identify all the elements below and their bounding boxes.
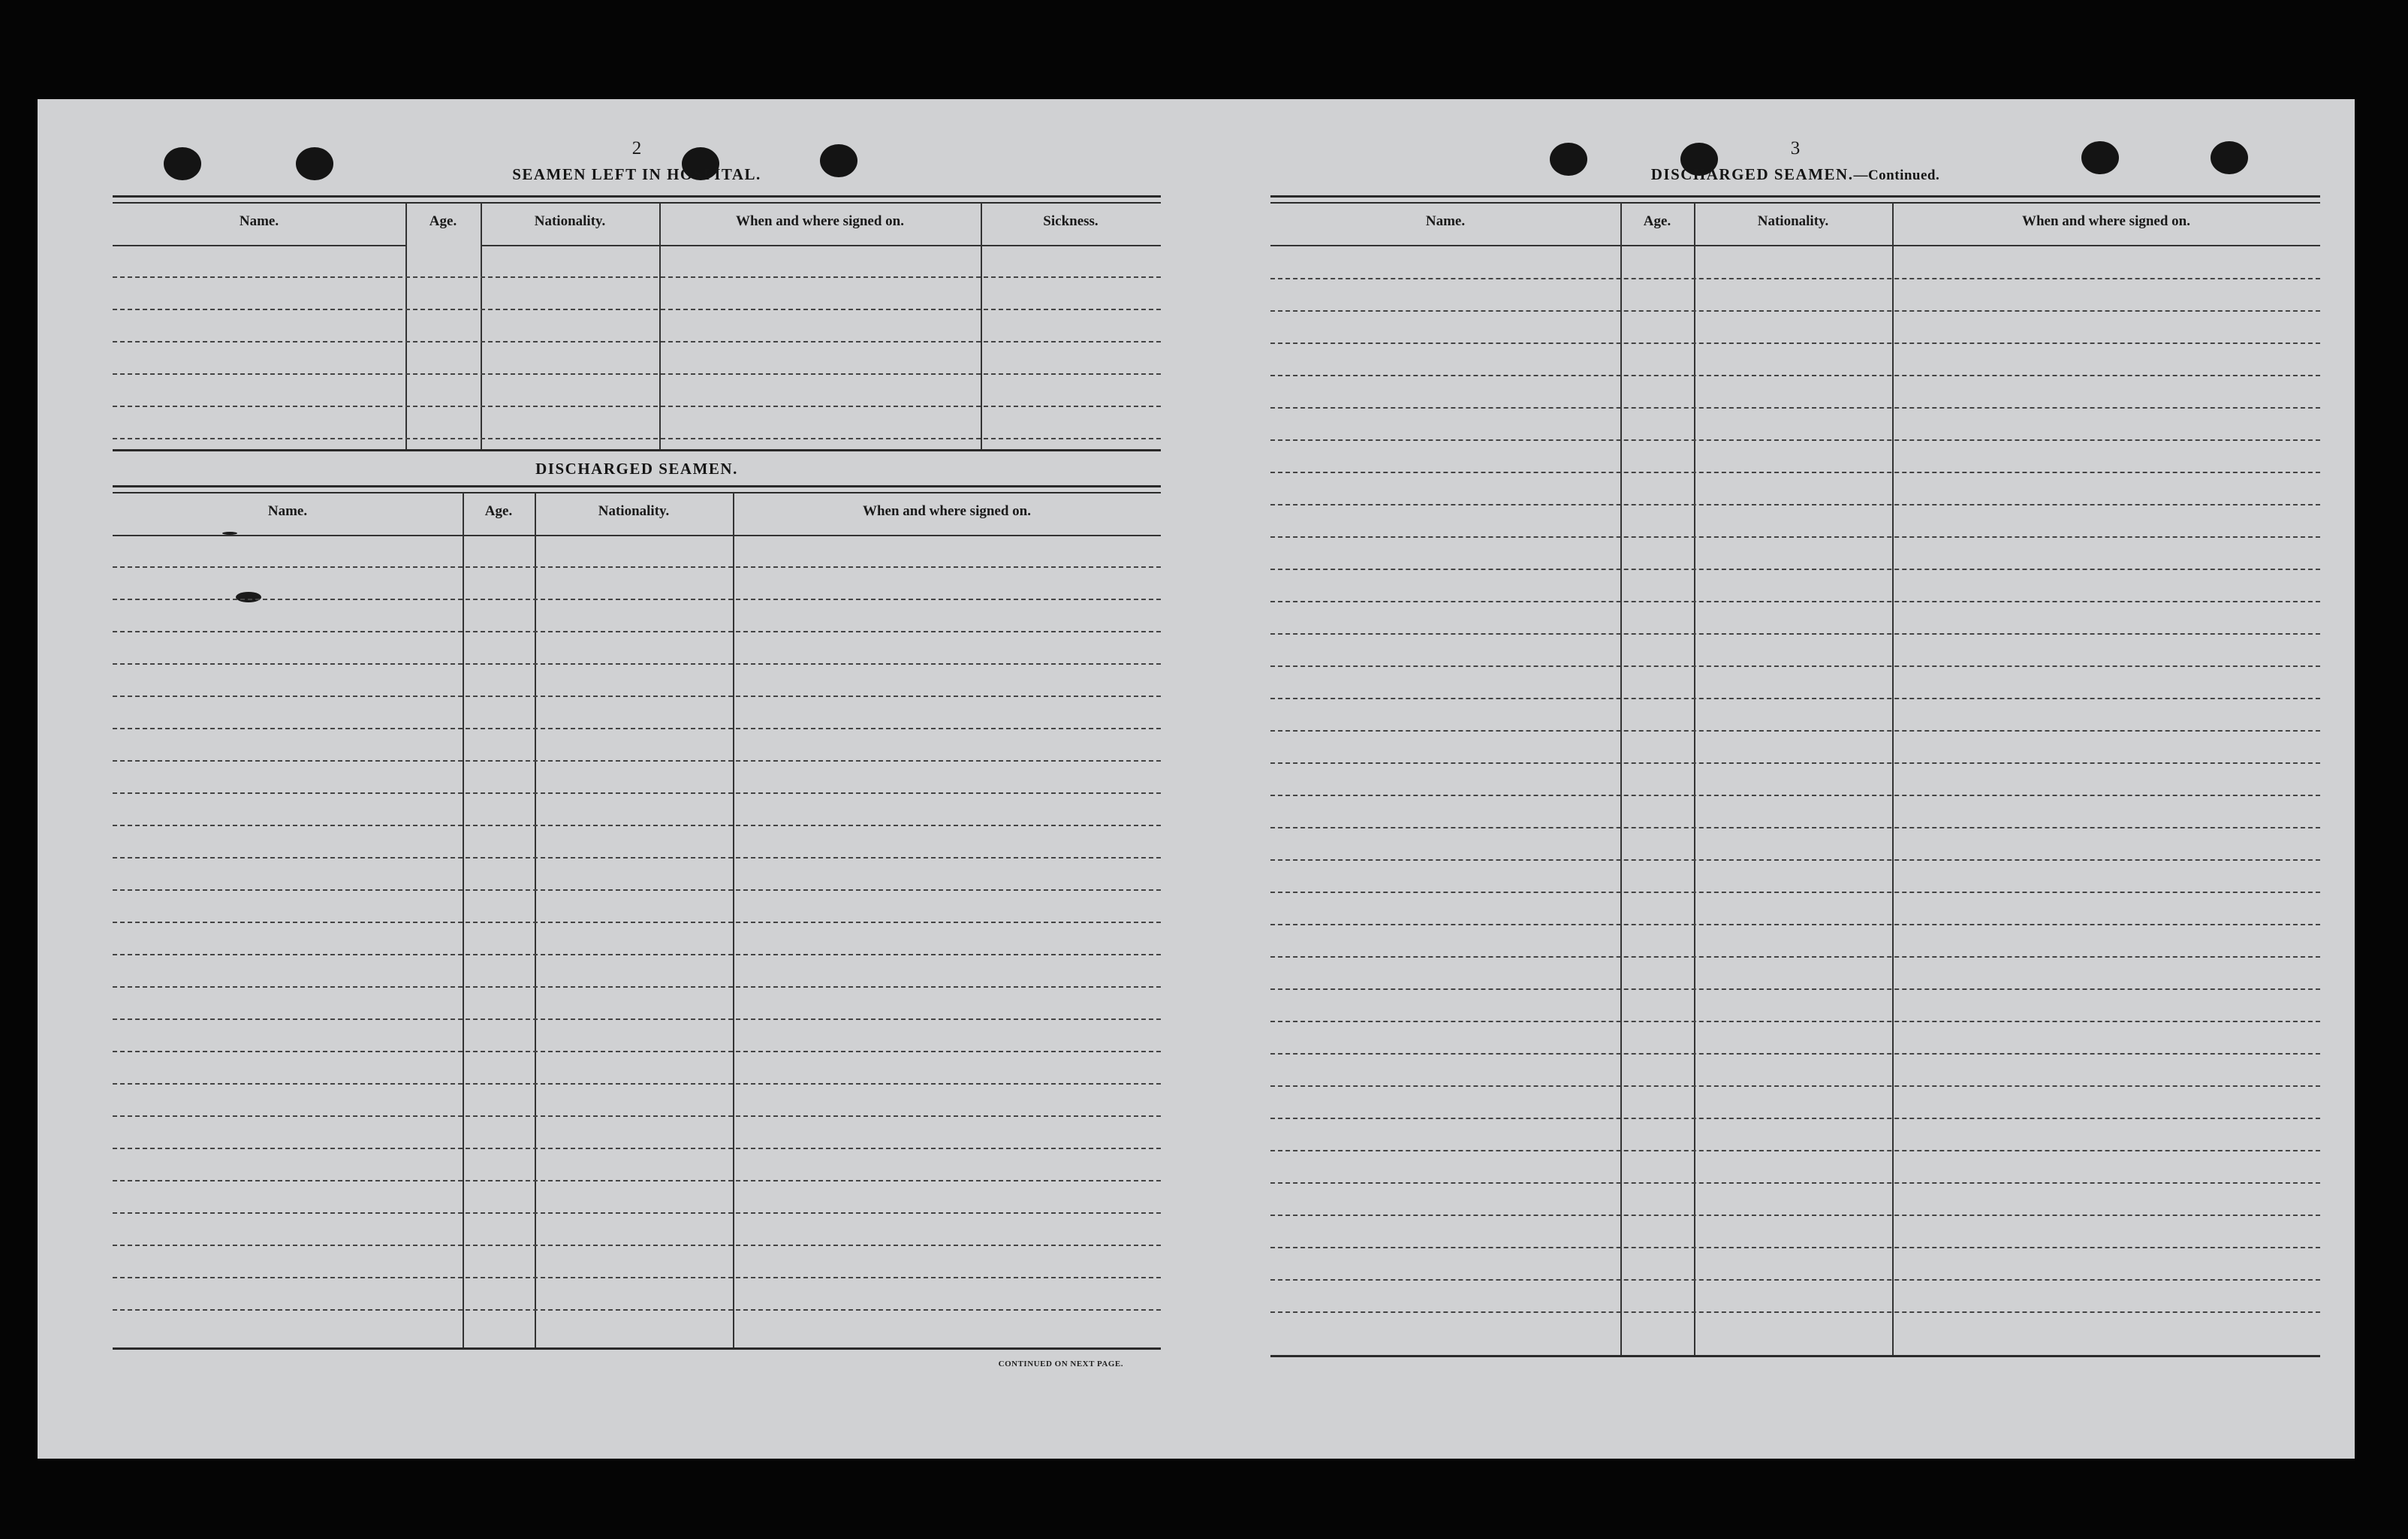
blank-entry-line bbox=[113, 276, 1161, 278]
right-page bbox=[1270, 99, 2320, 1459]
header-underline bbox=[481, 245, 1161, 246]
blank-entry-line bbox=[1270, 988, 2320, 990]
discharged-section-title: DISCHARGED SEAMEN. bbox=[535, 460, 738, 478]
continued-header-row bbox=[1270, 203, 2320, 245]
blank-entry-line bbox=[113, 1018, 1161, 1020]
continued-note: CONTINUED ON NEXT PAGE. bbox=[998, 1359, 1123, 1369]
column-divider bbox=[481, 203, 482, 451]
blank-entry-line bbox=[113, 663, 1161, 665]
blank-entry-line bbox=[1270, 956, 2320, 958]
blank-entry-line bbox=[113, 406, 1161, 407]
blank-entry-line bbox=[1270, 1053, 2320, 1055]
col-age: Age. bbox=[484, 503, 513, 519]
blank-entry-line bbox=[113, 631, 1161, 632]
blank-entry-line bbox=[1270, 601, 2320, 602]
blank-entry-line bbox=[1270, 472, 2320, 473]
blank-entry-line bbox=[1270, 924, 2320, 925]
title-suffix: —Continued. bbox=[1853, 167, 1940, 183]
hospital-header-row bbox=[113, 203, 1161, 245]
blank-entry-line bbox=[1270, 1247, 2320, 1248]
column-divider bbox=[463, 493, 464, 1347]
blank-entry-line bbox=[1270, 1150, 2320, 1151]
blank-entry-line bbox=[113, 1051, 1161, 1052]
col-nationality: Nationality. bbox=[1757, 213, 1829, 229]
blank-entry-line bbox=[1270, 827, 2320, 828]
blank-entry-line bbox=[1270, 1215, 2320, 1216]
blank-entry-line bbox=[113, 566, 1161, 568]
blank-entry-line bbox=[113, 438, 1161, 439]
page-number: 2 bbox=[631, 138, 642, 158]
blank-entry-line bbox=[1270, 569, 2320, 570]
blank-entry-line bbox=[113, 1083, 1161, 1085]
blank-entry-line bbox=[1270, 310, 2320, 312]
col-nationality: Nationality. bbox=[534, 213, 606, 229]
hospital-section-title: SEAMEN LEFT IN HOSPITAL. bbox=[512, 165, 761, 183]
col-name: Name. bbox=[267, 503, 308, 519]
blank-entry-line bbox=[1270, 762, 2320, 764]
header-underline bbox=[113, 245, 405, 246]
blank-entry-line bbox=[113, 1115, 1161, 1117]
col-when-where: When and where signed on. bbox=[862, 503, 1031, 519]
ledger-sheet bbox=[38, 99, 2355, 1459]
blank-entry-line bbox=[113, 760, 1161, 762]
blank-entry-line bbox=[1270, 1118, 2320, 1119]
blank-entry-line bbox=[1270, 665, 2320, 667]
blank-entry-line bbox=[113, 696, 1161, 697]
discharged-header-row bbox=[113, 493, 1161, 535]
blank-entry-line bbox=[1270, 633, 2320, 635]
blank-entry-line bbox=[113, 922, 1161, 923]
blank-entry-line bbox=[1270, 439, 2320, 441]
title-text: DISCHARGED SEAMEN. bbox=[1650, 165, 1854, 183]
blank-entry-line bbox=[113, 309, 1161, 310]
blank-entry-line bbox=[1270, 1021, 2320, 1022]
discharged-continued-table bbox=[1270, 195, 2320, 1457]
col-name: Name. bbox=[239, 213, 279, 229]
col-name: Name. bbox=[1425, 213, 1466, 229]
blank-entry-line bbox=[113, 1309, 1161, 1311]
blank-entry-line bbox=[113, 373, 1161, 375]
blank-entry-line bbox=[1270, 730, 2320, 732]
col-age: Age. bbox=[1643, 213, 1671, 229]
blank-entry-line bbox=[1270, 1279, 2320, 1281]
blank-entry-line bbox=[113, 954, 1161, 955]
column-divider bbox=[659, 203, 661, 451]
blank-entry-line bbox=[113, 1277, 1161, 1278]
blank-entry-line bbox=[1270, 1085, 2320, 1087]
header-underline bbox=[1270, 245, 2320, 246]
blank-entry-line bbox=[1270, 1311, 2320, 1313]
left-page bbox=[113, 99, 1161, 1459]
column-divider bbox=[733, 493, 734, 1347]
blank-entry-line bbox=[113, 792, 1161, 794]
column-divider bbox=[981, 203, 982, 451]
blank-entry-line bbox=[113, 1148, 1161, 1149]
blank-entry-line bbox=[1270, 795, 2320, 796]
blank-entry-line bbox=[1270, 536, 2320, 538]
col-when-where: When and where signed on. bbox=[2021, 213, 2190, 229]
blank-entry-line bbox=[113, 341, 1161, 343]
blank-entry-line bbox=[1270, 343, 2320, 344]
col-nationality: Nationality. bbox=[598, 503, 670, 519]
column-divider bbox=[405, 203, 407, 451]
blank-entry-line bbox=[113, 889, 1161, 891]
blank-entry-line bbox=[113, 1245, 1161, 1246]
discharged-table bbox=[113, 485, 1161, 1349]
bottom-rule bbox=[113, 449, 1161, 451]
blank-entry-line bbox=[1270, 407, 2320, 409]
discharged-continued-title bbox=[1270, 165, 2320, 184]
blank-entry-line bbox=[113, 1180, 1161, 1181]
blank-entry-line bbox=[1270, 278, 2320, 279]
blank-entry-line bbox=[113, 728, 1161, 729]
page-number: 3 bbox=[1790, 138, 1801, 158]
blank-entry-line bbox=[1270, 1182, 2320, 1184]
col-sickness: Sickness. bbox=[1043, 213, 1099, 229]
header-underline bbox=[113, 535, 1161, 536]
bottom-rule bbox=[1270, 1355, 2320, 1357]
blank-entry-line bbox=[1270, 892, 2320, 893]
blank-entry-line bbox=[113, 599, 1161, 600]
blank-entry-line bbox=[113, 986, 1161, 988]
blank-entry-line bbox=[1270, 698, 2320, 699]
blank-entry-line bbox=[1270, 504, 2320, 505]
blank-entry-line bbox=[113, 857, 1161, 859]
hospital-table bbox=[113, 195, 1161, 451]
blank-entry-line bbox=[113, 825, 1161, 826]
blank-entry-line bbox=[1270, 375, 2320, 376]
col-age: Age. bbox=[429, 213, 457, 229]
blank-entry-line bbox=[113, 1212, 1161, 1214]
col-when-where: When and where signed on. bbox=[735, 213, 904, 229]
column-divider bbox=[535, 493, 536, 1347]
bottom-rule bbox=[113, 1347, 1161, 1350]
blank-entry-line bbox=[1270, 859, 2320, 861]
